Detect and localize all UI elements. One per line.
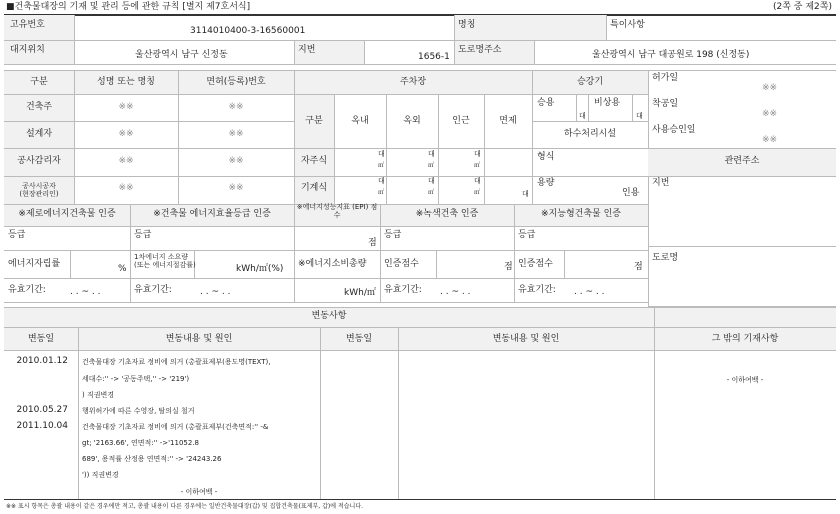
self-near-area: ㎡ xyxy=(474,162,481,169)
primary-energy-unit: kWh/㎡(%) xyxy=(236,264,284,274)
change-date-2: 2010.05.27 xyxy=(16,405,68,415)
efficiency-validity-label: 유효기간: xyxy=(134,285,172,295)
page-indicator: (2쪽 중 제2쪽) xyxy=(773,2,832,12)
exempt-unit: 대 xyxy=(522,190,529,198)
green-score-unit: 점 xyxy=(504,262,513,272)
primary-energy-label: 1차에너지 소요량 (또는 에너지절감률) xyxy=(134,253,196,269)
zero-grade-label: 등급 xyxy=(8,230,26,240)
road-value: 울산광역시 남구 대공원로 198 (신정동) xyxy=(592,50,750,60)
elevator-passenger-unit: 대 xyxy=(579,112,586,120)
owner-name: ※※ xyxy=(118,102,134,112)
designer-label: 설계자 xyxy=(25,129,53,139)
cert-zero-energy: ※제로에너지건축물 인증 xyxy=(18,209,116,219)
cert-intelligent: ※지능형건축물 인증 xyxy=(541,209,621,219)
efficiency-grade-label: 등급 xyxy=(134,230,152,240)
start-date-mark: ※※ xyxy=(762,109,778,119)
designer-license: ※※ xyxy=(228,129,244,139)
parking-col-outdoor: 옥외 xyxy=(403,116,421,126)
change-2-line-1: 행위허가에 따른 수영장, 탈의실 철거 xyxy=(82,407,195,415)
lot-value: 1656-1 xyxy=(418,52,450,62)
site-value: 울산광역시 남구 신정동 xyxy=(135,50,228,60)
parking-row-self: 자주식 xyxy=(300,156,328,166)
mech-outdoor-area: ㎡ xyxy=(428,189,435,196)
parking-col-type: 구분 xyxy=(305,116,323,126)
self-indoor-area: ㎡ xyxy=(378,162,385,169)
parking-col-exempt: 면제 xyxy=(499,116,517,126)
mech-near-unit: 대 xyxy=(474,177,481,185)
change-3-line-3: 689', 용적률 산정용 연면적:'' -> '24243.26 xyxy=(82,455,222,463)
sewage-type-label: 형식 xyxy=(537,152,555,162)
changes-end-left: - 이하여백 - xyxy=(180,488,218,496)
supervisor-label: 공사감리자 xyxy=(17,156,61,166)
address-lot-label: 지번 xyxy=(652,178,670,188)
change-1-line-1: 건축물대장 기초자료 정비에 의거 (총괄표제부(용도명(TEXT), xyxy=(82,358,271,366)
green-validity-dots: . . ~ . . xyxy=(440,287,471,297)
address-title: 관련주소 xyxy=(724,156,760,166)
changes-end-right: - 이하여백 - xyxy=(726,376,764,384)
self-sufficiency-label: 에너지자립률 xyxy=(8,259,61,269)
self-outdoor-unit: 대 xyxy=(428,150,435,158)
zero-validity-dots: . . ~ . . xyxy=(70,287,101,297)
approval-date-mark: ※※ xyxy=(762,135,778,145)
self-near-unit: 대 xyxy=(474,150,481,158)
changes-col-content: 변동내용 및 원인 xyxy=(165,334,233,344)
owner-license: ※※ xyxy=(228,102,244,112)
lot-label: 지번 xyxy=(298,45,316,55)
change-date-1: 2010.01.12 xyxy=(16,356,68,366)
special-label: 특이사항 xyxy=(610,20,645,30)
form-title: ■건축물대장의 기재 및 관리 등에 관한 규칙 [별지 제7호서식] xyxy=(6,2,251,12)
intelligent-validity-dots: . . ~ . . xyxy=(574,287,605,297)
elevator-title: 승강기 xyxy=(576,77,604,87)
owner-label: 건축주 xyxy=(25,102,53,112)
zero-validity-label: 유효기간: xyxy=(8,285,46,295)
footnote: ※※ 표시 항목은 총괄 내용이 같은 경우에만 적고, 총괄 내용이 다른 경우에는 일반건축물대장(갑) 및 집합건축물(표제부, 갑)에 적습니다. xyxy=(6,503,364,510)
sewage-capacity-unit: 인용 xyxy=(622,188,640,198)
supervisor-license: ※※ xyxy=(228,156,244,166)
parking-col-near: 인근 xyxy=(452,116,470,126)
people-col-name: 성명 또는 명칭 xyxy=(97,77,155,87)
change-3-line-4: ')) 직권변경 xyxy=(82,471,119,479)
mech-near-area: ㎡ xyxy=(474,189,481,196)
intelligent-score-label: 인증점수 xyxy=(518,259,553,269)
consumption-label: ※에너지소비총량 xyxy=(298,259,367,269)
self-outdoor-area: ㎡ xyxy=(428,162,435,169)
start-date-label: 착공일 xyxy=(652,99,679,109)
change-3-line-1: 건축물대장 기초자료 정비에 의거 (총괄표제부(건축면적:'' -& xyxy=(82,423,269,431)
green-score-label: 인증점수 xyxy=(384,259,419,269)
green-grade-label: 등급 xyxy=(384,230,402,240)
mech-outdoor-unit: 대 xyxy=(428,177,435,185)
supervisor-name: ※※ xyxy=(118,156,134,166)
change-date-3: 2011.10.04 xyxy=(16,421,68,431)
parking-row-mech: 기계식 xyxy=(300,183,328,193)
elevator-emergency-unit: 대 xyxy=(636,112,643,120)
unique-no-value: 3114010400-3-16560001 xyxy=(190,26,306,36)
name-label: 명칭 xyxy=(458,20,476,30)
sewage-capacity-label: 용량 xyxy=(537,178,555,188)
cert-green: ※녹색건축 인증 xyxy=(415,209,479,219)
changes-title: 변동사항 xyxy=(311,311,347,321)
changes-col-date: 변동일 xyxy=(27,334,55,344)
designer-name: ※※ xyxy=(118,129,134,139)
changes-col-other: 그 밖의 기재사항 xyxy=(711,334,779,344)
epi-score-unit: 점 xyxy=(368,238,377,248)
efficiency-validity-dots: . . ~ . . xyxy=(200,287,231,297)
contractor-license: ※※ xyxy=(228,183,244,193)
contractor-name: ※※ xyxy=(118,183,134,193)
elevator-emergency: 비상용 xyxy=(594,98,621,108)
change-1-line-3: ) 직권변경 xyxy=(82,391,115,399)
changes-col-date-2: 변동일 xyxy=(345,334,373,344)
road-label: 도로명주소 xyxy=(458,45,502,55)
consumption-unit: kWh/㎡ xyxy=(344,288,376,298)
intelligent-validity-label: 유효기간: xyxy=(518,285,556,295)
change-1-line-2: 세대수:'' -> '공동주택,'' -> '219') xyxy=(82,375,190,383)
permit-date-mark: ※※ xyxy=(762,83,778,93)
intelligent-grade-label: 등급 xyxy=(518,230,536,240)
green-validity-label: 유효기간: xyxy=(384,285,422,295)
mech-indoor-unit: 대 xyxy=(378,177,385,185)
parking-col-indoor: 옥내 xyxy=(351,116,369,126)
approval-date-label: 사용승인일 xyxy=(652,125,696,135)
people-col-type: 구분 xyxy=(30,77,48,87)
cert-epi: ※에너지성능지표 (EPI) 점수 xyxy=(296,203,378,219)
cert-efficiency: ※건축물 에너지효율등급 인증 xyxy=(153,209,271,219)
sewage-title: 하수처리시설 xyxy=(563,129,617,139)
people-col-license: 면허(등록)번호 xyxy=(206,77,266,87)
self-sufficiency-unit: % xyxy=(118,264,127,274)
intelligent-score-unit: 점 xyxy=(634,262,643,272)
address-road-label: 도로명 xyxy=(652,253,679,263)
site-label: 대지위치 xyxy=(10,45,45,55)
elevator-passenger: 승용 xyxy=(537,98,555,108)
parking-title: 주차장 xyxy=(399,77,427,87)
mech-indoor-area: ㎡ xyxy=(378,189,385,196)
change-3-line-2: gt; '2163.66', 연면적:'' ->'11052.8 xyxy=(82,439,199,447)
permit-date-label: 허가일 xyxy=(652,73,679,83)
contractor-label: 공사시공자 (현장관리인) xyxy=(19,182,59,198)
self-indoor-unit: 대 xyxy=(378,150,385,158)
unique-no-label: 고유번호 xyxy=(10,20,45,30)
changes-col-content-2: 변동내용 및 원인 xyxy=(492,334,560,344)
